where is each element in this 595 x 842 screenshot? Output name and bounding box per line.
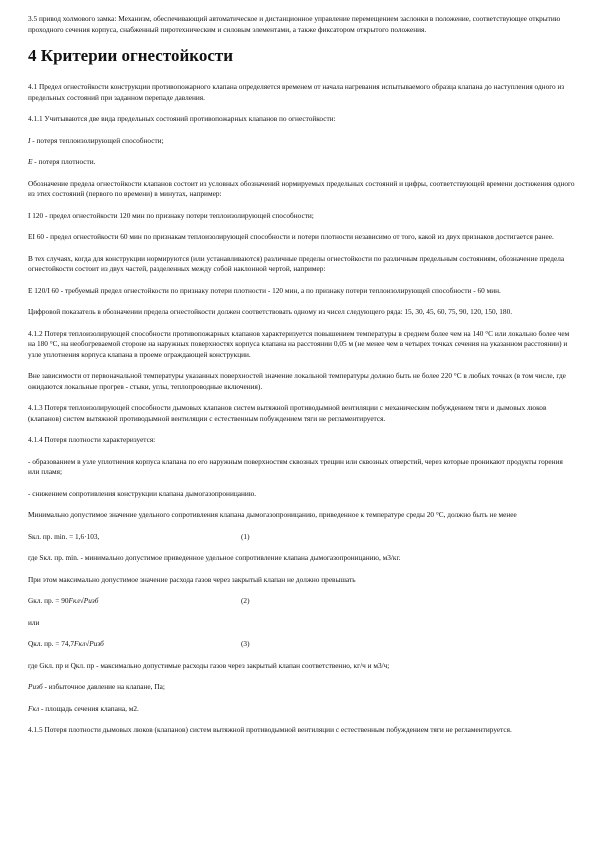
criterion-i (28, 136, 576, 147)
formula-1-expression: Sкл. пр. min. = 1,6·103, (28, 531, 100, 541)
formula-3-sqrt: √ (85, 639, 90, 648)
paragraph-4-1-3: 4.1.3 Потеря теплоизолирующей способности дымовых клапанов систем вытяжной противодымной вентиляции с механическим побуждением тяги и дымовых люков (клапанов) систем вытяжной противодымной вентиляции с естественным побуждением тяги не регламентируется. (28, 403, 547, 423)
bullet-cracks: - образованием в узле уплотнения корпуса клапана по его наружным поверхностям сквозных трещин или сквозных отверстий, через которые проникают продукты горения или пламя; (28, 456, 563, 476)
formula-3-lhs: Qкл. пр. = 74,7 (28, 639, 75, 648)
fkl-definition (28, 704, 576, 715)
bullet-resistance: - снижением сопротивления конструкции клапана дымогазопроницанию. (28, 488, 257, 498)
independent-temperature-paragraph: Вне зависимости от первоначальной температуры указанных поверхностей значение локальной температуры должно быть не более 220 °С в любых точках (в том числе, где ожидаются локальные прогрев - стыки, углы, теплопроводные включения). (28, 371, 566, 391)
example-i120: I 120 - предел огнестойкости 120 мин по признаку потери теплоизолирующей способности; (28, 210, 314, 220)
formula-1 (28, 532, 576, 543)
document-page (28, 14, 576, 747)
criterion-i-text: - потеря теплоизолирующей способности; (30, 135, 164, 145)
criterion-e (28, 157, 576, 168)
pizb-definition (28, 682, 576, 693)
paragraph-4-1-5: 4.1.5 Потеря плотности дымовых люков (клапанов) систем вытяжной противодымной вентиляции с естественным побуждением тяги не регламентируется. (28, 725, 512, 734)
formula-2-area: Fкл (68, 596, 80, 605)
formula-3-expression (28, 639, 241, 650)
example-e120: Е 120/I 60 - требуемый предел огнестойкости по признаку потери плотности - 120 мин, а по признаку потери теплоизолирующей способности - 60 мин. (28, 285, 501, 295)
paragraph-4-1: 4.1 Предел огнестойкости конструкции противопожарного клапана определяется временем от начала нагревания испытываемого образца клапана до наступления одного из предельных состояний при заданном перепаде давления. (28, 82, 565, 102)
paragraph-4-1-2: 4.1.2 Потеря теплоизолирующей способности противопожарных клапанов характеризуется повышением температуры в среднем более чем на 140 °С или локально более чем на 180 °С, на необогреваемой стороне на наружных поверхностях корпуса клапана на расстоянии 0,05 м (не менее чем в четырех точках сечения на указанном расстоянии) и узле уплотнения корпуса клапана в проеме ограждающей конструкции. (28, 328, 570, 359)
formula-1-number: (1) (241, 531, 250, 541)
min-value-paragraph: Минимально допустимое значение удельного сопротивления клапана дымогазопроницанию, приведенное к температуре среды 20 °С, должно быть не менее (28, 510, 517, 519)
fkl-label: Fкл (28, 703, 40, 713)
pizb-text: - избыточное давление на клапане, Па; (42, 682, 165, 691)
paragraph-4-1-1: 4.1.1 Учитываются две вида предельных состояний противопожарных клапанов по огнестойкости: (28, 114, 336, 123)
formula-2-expression (28, 596, 241, 607)
formula-2-number: (2) (241, 596, 250, 605)
formula-2 (28, 596, 576, 607)
criterion-e-text: - потеря плотности. (32, 157, 96, 166)
or-text: или (28, 617, 40, 627)
section-title: 4 Критерии огнестойкости (28, 46, 234, 65)
designation-paragraph: Обозначение предела огнестойкости клапанов состоит из условных обозначений нормируемых предельных состояний и цифры, соответствующей времени достижения одного из этих состояний (первого по времени) в минутах, например: (28, 178, 575, 198)
formula-2-lhs: Gкл. пр. = 90 (28, 596, 69, 605)
fkl-text: - площадь сечения клапана, м2. (39, 703, 139, 713)
intro-paragraph: 3.5 привод холмового замка: Механизм, обеспечивающий автоматическое и дистанционное управление перемещением заслонки в положение, соответствующее открытию проходного сечения корпуса, снабженный пиротехническим и силовым элементами, а также фиксатором открытого положения. (28, 14, 561, 34)
numeric-series-paragraph: Цифровой показатель в обозначении предела огнестойкости должен соответствовать одному из чисел следующего ряда: 15, 30, 45, 60, 75, 90, 120, 150, 180. (28, 307, 513, 316)
different-limits-paragraph: В тех случаях, когда для конструкции нормируются (или устанавливаются) различные пределы огнестойкости по различным предельным состояниям, обозначение предела огнестойкости состоит из двух частей, разделенных между собой наклонной чертой, например: (28, 253, 565, 273)
paragraph-4-1-4: 4.1.4 Потеря плотности характеризуется: (28, 435, 156, 444)
formula-3 (28, 639, 576, 650)
criterion-e-label: E (28, 157, 33, 166)
criterion-i-label: I (28, 135, 31, 145)
formula-2-sqrt: √ (79, 596, 84, 605)
formula-2-pressure: Pизб (83, 596, 99, 605)
formula-3-number: (3) (241, 639, 250, 648)
pizb-label: Pизб (28, 682, 43, 691)
flow-paragraph: При этом максимально допустимое значение расхода газов через закрытый клапан не должно превышать (28, 574, 356, 584)
formula-3-area: Fкл (74, 639, 86, 648)
where-s-paragraph: где Sкл. пр. min. - минимально допустимое приведенное удельное сопротивление клапана дымогазопроницанию, м3/кг. (28, 553, 401, 562)
example-ei60: EI 60 - предел огнестойкости 60 мин по признакам теплоизолирующей способности и потери плотности независимо от того, какой из двух признаков достигается ранее. (28, 232, 554, 241)
formula-3-pressure: Pизб (89, 639, 104, 648)
where-g-paragraph: где Gкл. пр и Qкл. пр - максимально допустимые расходы газов через закрытый клапан соответственно, кг/ч и м3/ч; (28, 660, 390, 670)
